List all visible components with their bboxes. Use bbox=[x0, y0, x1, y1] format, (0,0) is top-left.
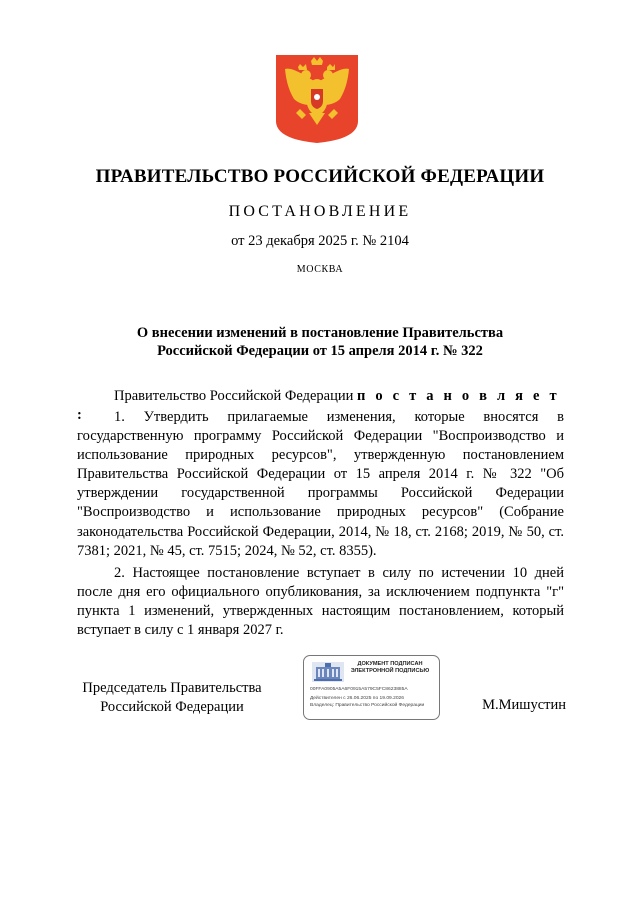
certificate-owner: Владелец: Правительство Российской Федерации bbox=[310, 703, 425, 708]
paragraph-2: 2. Настоящее постановление вступает в силу по истечении 10 дней после дня его официального опубликования, за исключением подпункта "г" пункта 1 изменений, утвержденных настоящим постановлением, который вступает в силу с 1 января 2027 г. bbox=[77, 565, 564, 639]
signature-title bbox=[344, 661, 436, 675]
intro-text: Правительство Российской Федерации bbox=[114, 388, 357, 404]
document-type: ПОСТАНОВЛЕНИЕ bbox=[228, 203, 412, 220]
subject-line-1: О внесении изменений в постановление Правительства bbox=[136, 325, 504, 341]
coat-of-arms-icon bbox=[276, 55, 358, 143]
government-building-icon bbox=[312, 662, 344, 682]
certificate-validity: Действителен с 26.06.2025 по 19.09.2026 bbox=[310, 696, 404, 701]
subject-line-2: Российской Федерации от 15 апреля 2014 г. № 322 bbox=[157, 343, 483, 359]
position-line-1: Председатель Правительства bbox=[82, 680, 262, 696]
signature-title-line-1: ДОКУМЕНТ ПОДПИСАН bbox=[357, 661, 423, 667]
document-subject bbox=[60, 324, 580, 360]
position-line-2: Российской Федерации bbox=[100, 699, 244, 715]
paragraph-1: 1. Утвердить прилагаемые изменения, которые вносятся в государственную программу Российской Федерации "Воспроизводство и использование природных ресурсов", утвержденную постановлением Правительства Российской Федерации от 15 апреля 2014 г. № 322 "Об утверждении государственной программы Российской Федерации "Воспроизводство и использование природных ресурсов" (Собрание законодательства Российской Федерации, 2014, № 18, ст. 2168; 2019, № 50, ст. 7381; 2021, № 45, ст. 7515; 2024, № 52, ст. 8355). bbox=[77, 409, 564, 559]
document-city: МОСКВА bbox=[296, 264, 344, 275]
signatory-position bbox=[77, 679, 267, 717]
electronic-signature-stamp bbox=[303, 655, 440, 720]
signatory-name: М.Мишустин bbox=[482, 697, 566, 713]
document-date: от 23 декабря 2025 г. № 2104 bbox=[231, 233, 409, 249]
intro-verb: п о с т а н о в л я е т : bbox=[77, 388, 560, 424]
government-title: ПРАВИТЕЛЬСТВО РОССИЙСКОЙ ФЕДЕРАЦИИ bbox=[95, 166, 545, 187]
signature-title-line-2: ЭЛЕКТРОННОЙ ПОДПИСЬЮ bbox=[350, 668, 430, 674]
certificate-number: 00FFA0905A5A6F0915A579C5FC8623885A bbox=[310, 687, 408, 692]
